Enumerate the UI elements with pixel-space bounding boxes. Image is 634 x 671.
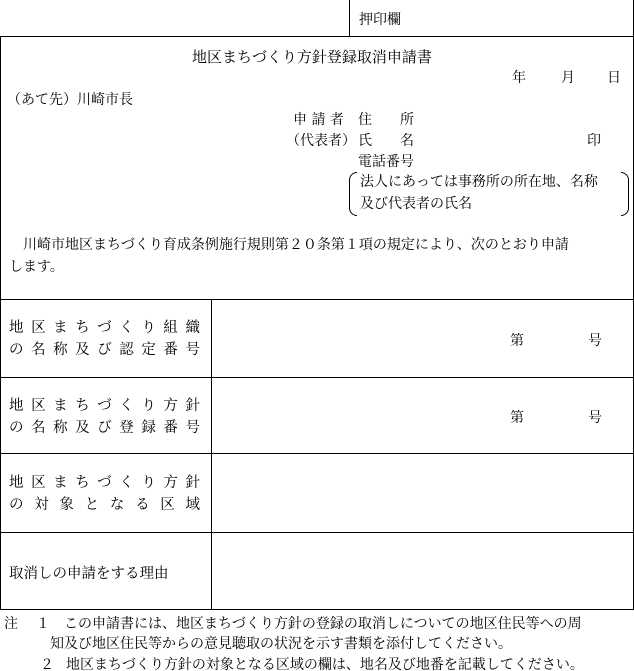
cancellation-reason-field[interactable] xyxy=(227,534,632,608)
application-form xyxy=(0,36,634,610)
table-top-line xyxy=(1,299,634,300)
seal-box-label: 押印欄 xyxy=(359,12,401,28)
org-name-number-field[interactable] xyxy=(227,301,632,375)
note-2-number: ２ xyxy=(40,657,54,671)
body-text-line2: します。 xyxy=(9,259,64,275)
row-org-label: 地区まちづくり組織 の名称及び認定番号 xyxy=(9,320,200,358)
bracket-left xyxy=(349,172,357,216)
table-column-divider xyxy=(211,299,212,609)
corp-note-line2: 及び代表者の氏名 xyxy=(360,196,472,212)
date-day-label: 日 xyxy=(607,70,621,86)
seal-mark: 印 xyxy=(587,133,601,149)
addressee: （あて先）川崎市長 xyxy=(7,92,133,108)
table-row-divider xyxy=(1,532,634,533)
row-policy-label: 地区まちづくり方針 の名称及び登録番号 xyxy=(9,398,200,436)
note-1-line1: この申請書には、地区まちづくり方針の登録の取消しについての地区住民等への周 xyxy=(64,616,582,632)
phone-label: 電話番号 xyxy=(358,154,414,170)
date-month-label: 月 xyxy=(561,70,575,86)
row-reason-label: 取消しの申請をする理由 xyxy=(9,566,169,582)
body-text-line1: 川崎市地区まちづくり育成条例施行規則第２０条第１項の規定により、次のとおり申請 xyxy=(23,237,569,253)
seal-box xyxy=(349,0,634,37)
row-policy-go: 号 xyxy=(588,410,602,426)
table-row-divider xyxy=(1,453,634,454)
name-label: 氏 名 xyxy=(358,133,414,149)
table-row-divider xyxy=(1,377,634,378)
row-org-dai: 第 xyxy=(510,333,524,349)
target-area-field[interactable] xyxy=(227,455,632,530)
applicant-representative: （代表者） xyxy=(286,133,356,149)
notes-prefix: 注 xyxy=(4,616,18,632)
corp-note-line1: 法人にあっては事務所の所在地、名称 xyxy=(360,174,598,190)
bracket-right xyxy=(621,172,629,216)
form-title: 地区まちづくり方針登録取消申請書 xyxy=(192,48,432,66)
applicant-role: 申 請 者 xyxy=(293,112,344,128)
note-1-line2: 知及び地区住民等からの意見聴取の状況を示す書類を添付してください。 xyxy=(50,636,512,652)
row-org-go: 号 xyxy=(588,333,602,349)
row-area-label: 地区まちづくり方針 の対象となる区域 xyxy=(9,475,200,513)
row-policy-dai: 第 xyxy=(510,410,524,426)
policy-name-number-field[interactable] xyxy=(227,379,632,451)
note-1-number: １ xyxy=(36,616,50,632)
date-year-label: 年 xyxy=(512,70,526,86)
address-label: 住 所 xyxy=(358,112,414,128)
note-2-line1: 地区まちづくり方針の対象となる区域の欄は、地名及び地番を記載してください。 xyxy=(66,657,584,671)
